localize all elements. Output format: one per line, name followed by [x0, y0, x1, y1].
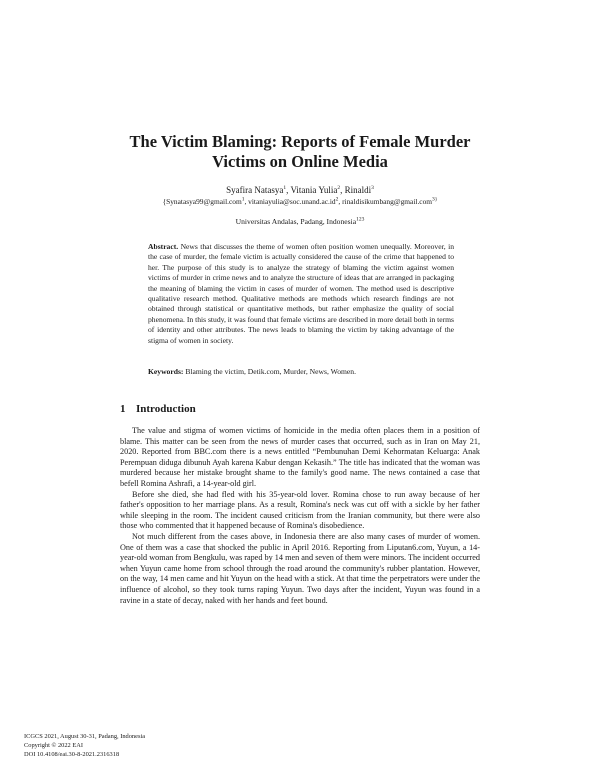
footer-copyright: Copyright © 2022 EAI	[24, 741, 83, 749]
author-email: {Synatasya99@gmail.com	[162, 197, 242, 206]
body-paragraph: The value and stigma of women victims of homicide in the media often places them in a position of blame. This matter can be seen from the news of murder cases that occurred, such as in Iran on May 21, 2020. Reported from BBC.com there is a news entitled “Pembunuhan Demi Kehormatan Keluarga: Anak Perempuan diduga dibunuh Ayah karena Kabur dengan Kekasih.” The title has indicated that the woman was murdered because her mistake brought shame to the family's good name. The news contained a case that befell Romina Ashrafi, a 14-year-old girl.	[120, 426, 480, 488]
affiliation-mark: 123	[356, 216, 365, 223]
email-mark: 1	[241, 196, 245, 203]
paper-title-line-1: The Victim Blaming: Reports of Female Murder	[129, 132, 471, 151]
keywords-text: Blaming the victim, Detik.com, Murder, News, Women.	[185, 367, 356, 376]
footer-doi: DOI 10.4108/eai.30-8-2021.2316318	[24, 750, 120, 758]
footer-conference: ICGCS 2021, August 30-31, Padang, Indonesia	[24, 733, 146, 740]
author-affiliation-mark: 3	[371, 185, 374, 191]
email-mark: 3}	[432, 196, 438, 203]
author-name: Syafira Natasya	[226, 185, 284, 195]
affiliation	[60, 216, 540, 227]
abstract-text: News that discusses the theme of women often position women unequally. Moreover, in the case of murder, the female victim is actually considered the cause of the crime that happened to her. The purpose of this study is to analyze the strategy of blaming the victim against women victims of murder in crime news and to analyze the structure of ideas that are arranged in packaging the meaning of blaming the victim in cases of murder of women. The method used is descriptive qualitative research method. Qualitative methods are methods which research findings are not obtained through statistical or quantitative methods, but rather emphasize the quality of social phenomena. In this study, it was found that female victims are described in more detail both in terms of identity and other attributes. The news leads to blaming the victim by taking advantage of the stigma of women in society.	[148, 242, 454, 345]
author-name: Rinaldi	[344, 185, 372, 195]
keywords	[148, 367, 454, 377]
author-emails: {Synatasya99@gmail.com$^1$, $vitaniayulia@soc.unand.ac.id^2$, rinaldisikumbang@gmail.com$^{3\}}$	[162, 196, 438, 206]
paper-title-line-2: Victims on Online Media	[212, 152, 388, 171]
abstract	[148, 242, 454, 346]
section-title: Introduction	[136, 403, 196, 415]
body-paragraph: Before she died, she had fled with his 35-year-old lover. Romina chose to run away because of her father's opposition to her marriage plans. As a result, Romina's neck was cut off with a sickle by her father while sleeping in the room. The incident caused criticism from the Iranian community, but there were also those who commented that it happened because of Romina's disobedience.	[120, 489, 480, 531]
body-text	[120, 426, 480, 606]
affiliation-text: Universitas Andalas, Padang, Indonesia	[235, 217, 357, 226]
author-list: Syafira Natasya$^1$, Vitania Yulia$^2$, Rinaldi$^3$	[226, 185, 374, 195]
author-affiliation-mark: 1	[283, 185, 287, 191]
author-email: rinaldisikumbang@gmail.com	[342, 197, 433, 206]
body-paragraph: Not much different from the cases above, in Indonesia there are also many cases of murder of women. One of them was a case that shocked the public in April 2016. Reporting from Liputan6.com, Yuyun, a 14-year-old woman from Bengkulu, was raped by 14 men and seven of them were minors. The incident occurred when Yuyun came home from school through the road around the community's rubber plantation. However, on the way, 14 men came and hit Yuyun on the head with a stick. At that time the perpetrators were under the influence of alcohol, so they took turns raping Yuyun. Two days after the incident, Yuyun was found in a ravine in a state of decay, naked with her hands and feet bound.	[120, 531, 480, 605]
keywords-label: Keywords:	[148, 367, 184, 376]
section-heading	[120, 402, 196, 416]
paper-title	[60, 132, 540, 172]
abstract-label: Abstract.	[148, 242, 179, 251]
section-number: 1	[120, 403, 126, 415]
email-mark: 2	[335, 196, 339, 203]
author-name: Vitania Yulia	[290, 185, 338, 195]
page-footer	[24, 733, 145, 759]
author-email: vitaniayulia@soc.unand.ac.id	[248, 197, 336, 206]
author-affiliation-mark: 2	[337, 185, 341, 191]
